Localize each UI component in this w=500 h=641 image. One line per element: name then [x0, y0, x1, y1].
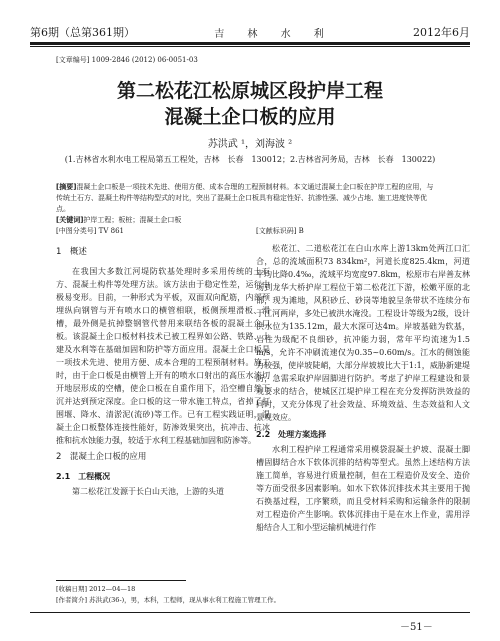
issue-date: 2012年6月 [412, 26, 470, 39]
keywords [56, 215, 436, 226]
subsection-heading-2-2: 2.2 处理方案选择 [256, 430, 327, 439]
section-heading-1: 1 概述 [56, 247, 87, 257]
subsection-heading-2-1: 2.1 工程概况 [56, 472, 111, 481]
document-code: [文献标识码] B [256, 227, 304, 235]
footnote-author-bio: [作者简介] 苏洪武(36-)，男，本科，工程师，现从事水利工程施工管理工作。 [56, 596, 281, 604]
paragraph-scheme-selection: 水利工程护岸工程通常采用模袋混凝土护坡、混凝土脚槽固脚结合水下软体沉排的结构等型式。虽然上述结构方法施工简单，容易进行质量控制，但在工程造价及安全、造价等方面受很多因素影响。如水下软体沉排技术其主要用于抛石换基过程，工序繁琐，而且受材料采购和运输条件的限制对工程造价产生影响。软体沉排由于是在水上作业，需用浮船结合人工和小型运输机械进行作 [256, 445, 470, 532]
abstract-block [56, 182, 436, 226]
paragraph-project-overview: 松花江、二道松花江在白山水库上游13km处两江口汇合，总的流域面积73 834km²，河道长度825.4km，河道平均比降0.4‰，流域平均宽度97.8km，松原市右岸善友林场到龙华大桥护岸工程位于第二松花江下游，松嫩平原的北部，现为滩地，风积砂丘、砂岗等地貌呈条带状不连续分布于江河两岸，多处已被洪水淹没。工程设计等级为2级，设计洪水位为135.12m，最大水深可达4m。岸坡基础为软基，岩性为级配不良细砂，抗冲能力弱，常年平均流速为1.5 m/s，允许不冲刷流速仅为0.35~0.60m/s。江水的侧蚀能力较强，使岸坡陡峭，大部分岸坡坡比大于1:1，威胁新建堤防，急需采取护岸固脚进行防护。考虑了护岸工程建设和景观要求的结合，使城区江堤护岸工程在充分发挥防洪效益的同时，又充分体现了社会效益、环境效益、生态效益和人文景观效应。 [256, 244, 470, 422]
footer-rule [30, 612, 470, 613]
abstract-label: [摘要] [56, 183, 77, 191]
paragraph-project-start: 第二松花江发源于长白山天池，上游的头道 [72, 487, 224, 496]
left-column [56, 242, 270, 498]
page-number: －51－ [400, 622, 433, 633]
paragraph-overview: 在我国大多数江河堤防软基处理时多采用传统的土石方、混凝土构件等处理方法。该方法由于稳定性差，运行中极易变形。目前，一种形式为平板，双面双向配筋，内部预埋纵向钢管与开有喷水口的横管相联，板侧预埋滑板、滑槽，最外侧是抗掉整钢管代替用来联结各板的混凝土企口板。该混凝土企口板材料技术已被工程界如公路、铁路、土建及水利等在基础加固和防护等方面应用。混凝土企口板是一项技术先进、使用方便、成本合理的工程预制材料。施工时，由于企口板是由横管上开有的喷水口射出的高压水流切开地层形成的空槽，使企口板在自重作用下，沿空槽自然下沉并达到预定深度。企口板的这一带水施工特点，省掉了打围堰、降水、清淤泥(流砂)等工作。已有工程实践证明，混凝土企口板整体连接性能好，防渗效果突出，抗冲击、抗冰推和抗水蚀能力强，较适于水利工程基础加固和防渗等。 [56, 267, 270, 445]
section-heading-2: 2 混凝土企口板的应用 [56, 452, 147, 462]
article-id: [文章编号] 1009-2846 (2012) 06-0051-03 [56, 56, 198, 64]
footnote-rule [56, 580, 186, 581]
footnote-received: [收稿日期] 2012—04—18 [56, 585, 136, 593]
abstract-text: 混凝土企口板是一项技术先进、使用方便、成本合理的工程预制材料。本文通过混凝土企口板在护岸工程的应用，与传统土石方、混凝土构件等结构型式的对比，突出了混凝土企口板具有稳定性好、抗渗性强、减少占地、施工进度快等优点。 [56, 183, 434, 213]
header-rule-thick [30, 42, 470, 45]
authors: 苏洪武 ¹，刘海波 ² [207, 139, 293, 150]
abstract [56, 182, 436, 215]
clc-number: [中图分类号] TV 861 [56, 227, 124, 235]
issue-label: 第6期（总第361期） [30, 26, 135, 39]
header-rule-thin [30, 46, 470, 47]
affiliation: (1.吉林省水利水电工程局第五工程处，吉林 长春 130012；2.吉林省河务局，吉林 长春 130022) [64, 155, 436, 164]
keywords-text: 护岸工程；板桩；混凝土企口板 [83, 216, 182, 224]
journal-name: 吉 林 水 利 [214, 28, 334, 40]
right-column [256, 242, 470, 534]
running-header [30, 24, 470, 40]
title-line-2: 混凝土企口板的应用 [164, 106, 336, 128]
title-line-1: 第二松花江松原城区段护岸工程 [116, 80, 383, 102]
keywords-label: [关键词] [56, 216, 84, 224]
